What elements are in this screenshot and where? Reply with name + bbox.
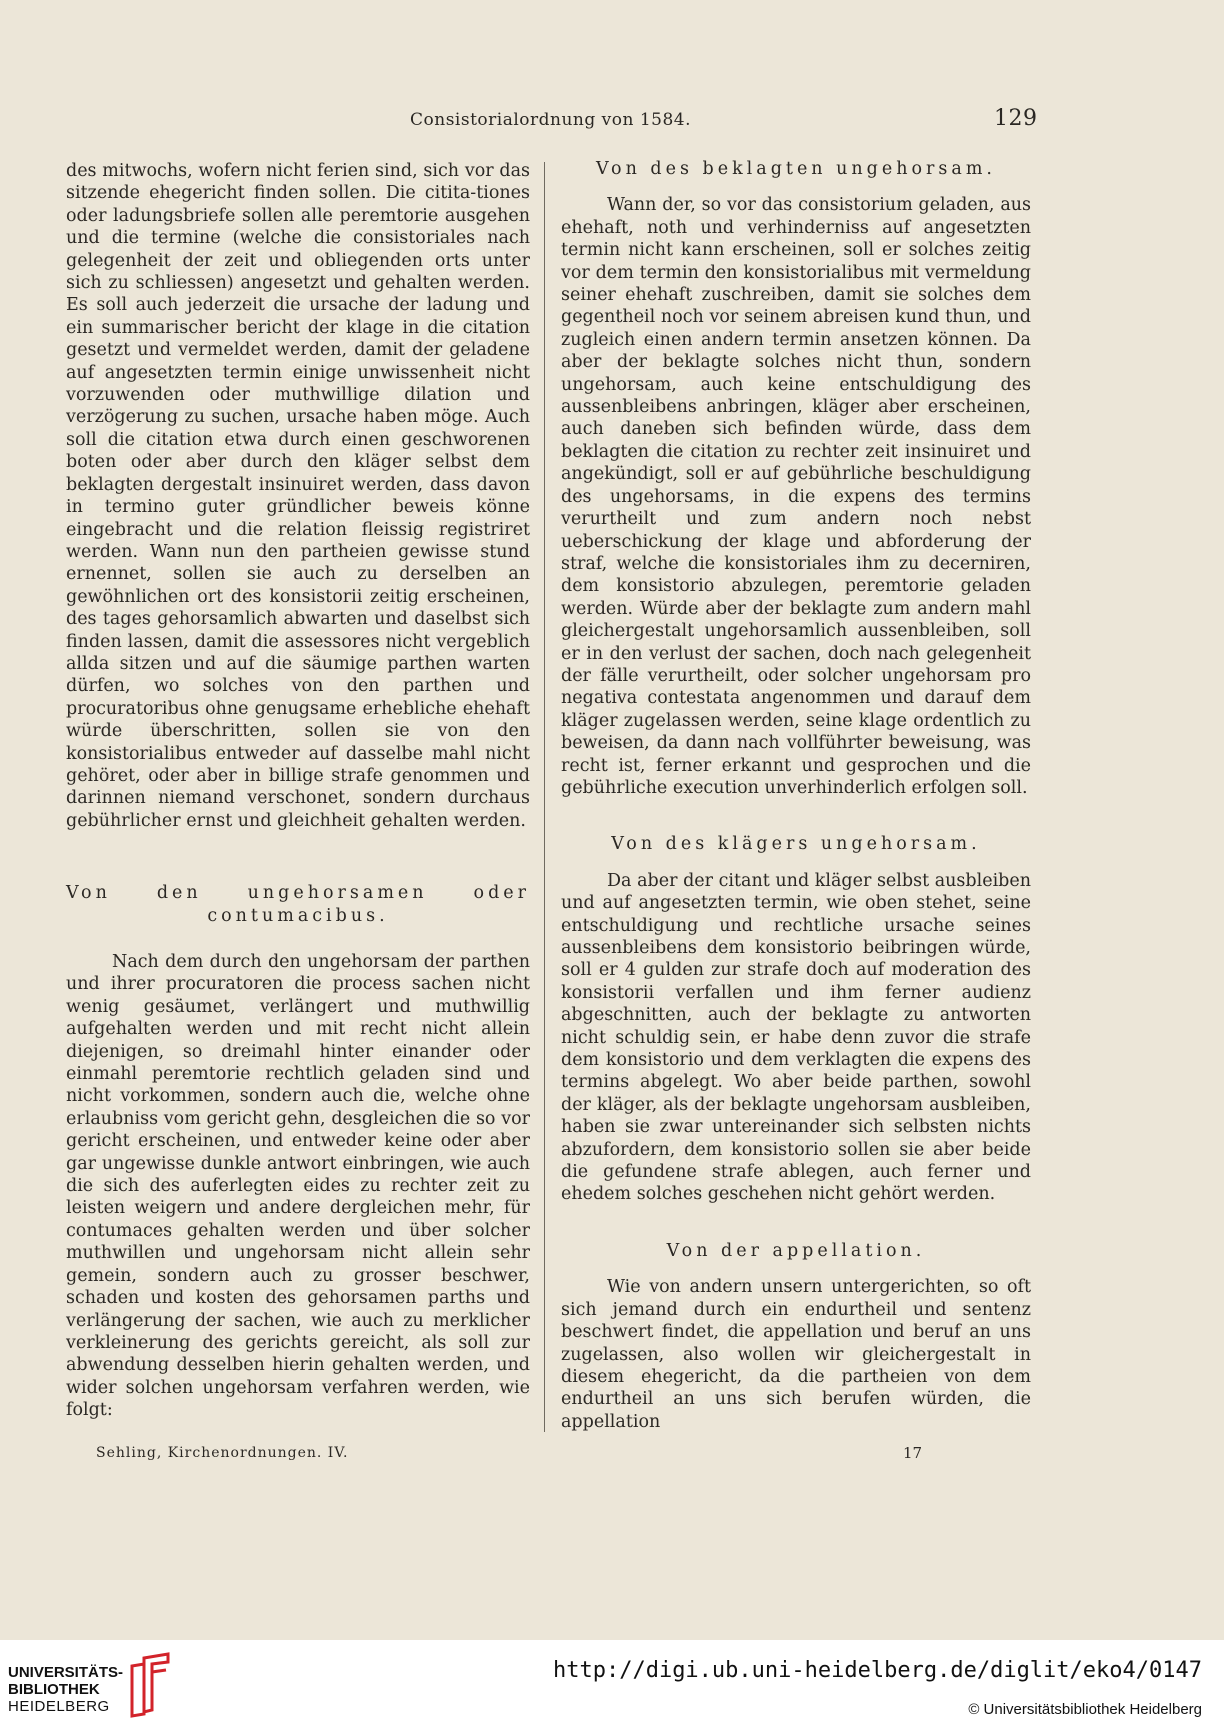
column-divider bbox=[544, 162, 545, 1432]
right-paragraph-1: Wann der, so vor das consistorium geladen, aus ehehaft, noth und verhinderniss auf angesetzten termin nicht kann erscheinen, soll er solches zeitig vor dem termin den konsistorialibus mit vermeldung seiner ehehaft zuschreiben, damit sie solches dem gegentheil noch vor seinem abreisen kund thun, und zugleich einen andern termin ansetzen können. Da aber der beklagte solches nicht thun, sondern ungehorsam, auch keine entschuldigung des aussenbleibens anbringen, kläger aber erscheinen, auch daneben sich befinden würde, dass dem beklagten die citation zu rechter zeit insinuiret und angekündigt, soll er auf gebührliche beschuldigung des ungehorsams, in die expens des termins verurtheilt und zum andern noch nebst ueberschickung der klage und abforderung der straf, welche die konsistoriales ihm zu decerniren, dem konsistorio abzulegen, peremtorie geladen werden. Würde aber der beklagte zum andern mahl gleichergestalt ungehorsamlich aussenbleiben, soll er in den verlust der sachen, doch nach gelegenheit der fälle verurtheilt, oder solcher ungehorsam pro negativa contestata angenommen und darauf dem kläger zugelassen werden, seine klage ordentlich zu beweisen, da dann nach vollführter beweisung, was recht ist, ferner erkannt und gesprochen und die gebührliche execution unverhinderlich erfolgen soll. bbox=[561, 195, 1031, 798]
section-heading-beklagten: Von des beklagten ungehorsam. bbox=[596, 159, 996, 179]
section-heading-contumacibus: Von den ungehorsamen oder contumacibus. bbox=[66, 883, 530, 926]
left-column bbox=[66, 160, 530, 1422]
library-banner bbox=[0, 1640, 1224, 1731]
running-title: Consistorialordnung von 1584. bbox=[410, 110, 692, 130]
right-paragraph-3: Wie von andern unsern untergerichten, so oft sich jemand durch ein endurtheil und sentenz beschwert findet, die appellation und beruf an uns zugelassen, also wollen wir gleichergestalt in diesem ehegericht, da die partheien von dem endurtheil an uns sich berufen würden, die appellation bbox=[561, 1277, 1031, 1432]
left-paragraph-1: des mitwochs, wofern nicht ferien sind, sich vor das sitzende ehegericht finden sollen. Die citita-tiones oder ladungsbriefe sollen alle peremtorie ausgehen und die termine (welche die consistoriales nach gelegenheit der zeit und obliegenden orts unter sich zu schliessen) angesetzt und gehalten werden. Es soll auch jederzeit die ursache der ladung und ein summarischer bericht der klage in die citation gesetzt und vermeldet werden, damit der geladene auf angesetzten termin einige unwissenheit nicht vorzuwenden oder muthwillige dilation und verzögerung zu suchen, ursache haben möge. Auch soll die citation etwa durch einen geschworenen boten oder aber durch den kläger selbst dem beklagten dergestalt insinuiret werden, dass davon in termino guter gründlicher beweis könne eingebracht und die relation fleissig registriret werden. Wann nun den partheien gewisse stund ernennet, sollen sie auch zu derselben an gewöhnlichen ort des konsistorii zeitig erscheinen, des tages gehorsamlich abwarten und daselbst sich finden lassen, damit die assessores nicht vergeblich allda sitzen und auf die säumige parthen warten dürfen, wo solches von den parthen und procuratoribus ohne genugsame erhebliche ehehaft würde überschritten, sollen sie von den konsistorialibus entweder auf dasselbe mahl nicht gehöret, oder aber in billige strafe genommen und darinnen niemand verschonet, sondern durchaus gebührlicher ernst und gleichheit gehalten werden. bbox=[66, 161, 530, 831]
footer-signature: 17 bbox=[903, 1444, 923, 1462]
section-heading-klaegers: Von des klägers ungehorsam. bbox=[611, 834, 981, 855]
footer-source: Sehling, Kirchenordnungen. IV. bbox=[96, 1445, 349, 1461]
logo-line-3: HEIDELBERG bbox=[8, 1698, 110, 1715]
logo-line-1: UNIVERSITÄTS- bbox=[8, 1664, 124, 1681]
library-logo[interactable] bbox=[4, 1646, 174, 1724]
copyright-notice: © Universitätsbibliothek Heidelberg bbox=[968, 1701, 1202, 1718]
right-column bbox=[561, 158, 1031, 1433]
library-logo-icon bbox=[124, 1652, 172, 1718]
logo-text bbox=[8, 1664, 123, 1715]
right-paragraph-2: Da aber der citant und kläger selbst ausbleiben und auf angesetzten termin, wie oben stehet, seine entschuldigung und rechtliche ursache seines aussenbleibens dem konsistorio beibringen würde, soll er 4 gulden zur strafe doch auf moderation des konsistorii verfallen und ihm ferner audienz abgeschnitten, auch der beklagte zu antworten nicht schuldig sein, er habe denn zuvor die strafe dem konsistorio und dem verklagten die expens des termins abgelegt. Wo aber beide parthen, sowohl der kläger, als der beklagte ungehorsam ausbleiben, haben sie zwar untereinander sich selbsten nichts abzufordern, dem konsistorio sollen sie aber beide die gefundene strafe ablegen, auch ferner und ehedem solches geschehen nicht gehört werden. bbox=[561, 870, 1031, 1205]
permalink-url[interactable]: http://digi.ub.uni-heidelberg.de/diglit/eko4/0147 bbox=[552, 1658, 1202, 1683]
page-number: 129 bbox=[994, 106, 1038, 131]
left-paragraph-2: Nach dem durch den ungehorsam der parthen und ihrer procuratoren die process sachen nicht wenig gesäumet, verlängert und muthwillig aufgehalten werden und mit recht nicht allein diejenigen, so dreimahl hinter einander oder einmahl peremtorie rechtlich geladen sind und nicht vorkommen, sondern auch die, welche ohne erlaubniss vom gericht gehn, desgleichen die so vor gericht erscheinen, und entweder keine oder aber gar ungewisse dunkle antwort einbringen, wie auch die sich des auferlegten eides zu rechter zeit zu leisten weigern und andere dergleichen mehr, für contumaces gehalten werden und über solcher muthwillen und ungehorsam nicht allein sehr gemein, sondern auch zu grosser beschwer, schaden und kosten des gehorsamen parths und verlängerung der sachen, wie auch zu merklicher verkleinerung des gerichts gereicht, als soll zur abwendung desselben hierin gehalten werden, und wider solchen ungehorsam verfahren werden, wie folgt: bbox=[66, 952, 530, 1421]
logo-line-2: BIBLIOTHEK bbox=[8, 1681, 100, 1698]
section-heading-appellation: Von der appellation. bbox=[666, 1240, 926, 1261]
